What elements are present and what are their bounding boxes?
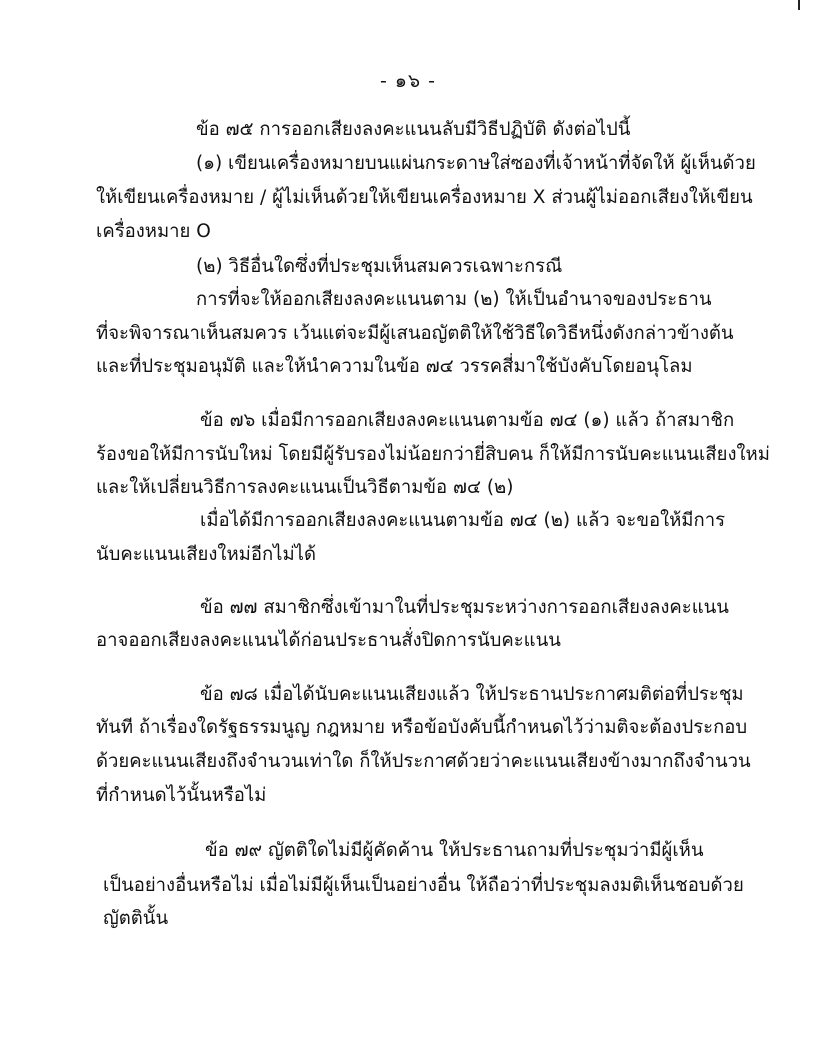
clause-79-cont-2: ญัตตินั้น xyxy=(103,908,169,929)
clause-75-item-1-cont-2: เครื่องหมาย O xyxy=(96,221,211,242)
clause-75-item-1: (๑) เขียนเครื่องหมายบนแผ่นกระดาษใส่ซองที่เจ้าหน้าที่จัดให้ ผู้เห็นด้วย xyxy=(196,153,756,174)
clause-75-item-2: (๒) วิธีอื่นใดซึ่งที่ประชุมเห็นสมควรเฉพาะกรณี xyxy=(196,256,563,277)
clause-75-para-cont-2: และที่ประชุมอนุมัติ และให้นำความในข้อ ๗๔ วรรคสี่มาใช้บังคับโดยอนุโลม xyxy=(96,356,693,377)
clause-76-cont-2: และให้เปลี่ยนวิธีการลงคะแนนเป็นวิธีตามข้อ ๗๔ (๒) xyxy=(96,477,514,498)
clause-76-para-cont: นับคะแนนเสียงใหม่อีกไม่ได้ xyxy=(96,544,316,565)
clause-78-heading: ข้อ ๗๘ เมื่อได้นับคะแนนเสียงแล้ว ให้ประธานประกาศมติต่อที่ประชุม xyxy=(200,684,744,705)
clause-76-cont: ร้องขอให้มีการนับใหม่ โดยมีผู้รับรองไม่น้อยกว่ายี่สิบคน ก็ให้มีการนับคะแนนเสียงใหม่ xyxy=(96,444,770,465)
clause-75-item-1-cont: ให้เขียนเครื่องหมาย / ผู้ไม่เห็นด้วยให้เขียนเครื่องหมาย X ส่วนผู้ไม่ออกเสียงให้เขียน xyxy=(96,187,753,208)
page-number: - ๑๖ - xyxy=(380,70,436,92)
clause-79-cont: เป็นอย่างอื่นหรือไม่ เมื่อไม่มีผู้เห็นเป็นอย่างอื่น ให้ถือว่าที่ประชุมลงมติเห็นชอบด้วย xyxy=(103,875,744,896)
clause-75-para: การที่จะให้ออกเสียงลงคะแนนตาม (๒) ให้เป็นอำนาจของประธาน xyxy=(196,289,712,310)
scan-edge-mark xyxy=(798,0,816,10)
clause-78-cont-2: ด้วยคะแนนเสียงถึงจำนวนเท่าใด ก็ให้ประกาศด้วยว่าคะแนนเสียงข้างมากถึงจำนวน xyxy=(96,751,751,772)
clause-78-cont-3: ที่กำหนดไว้นั้นหรือไม่ xyxy=(96,785,267,806)
clause-76-heading: ข้อ ๗๖ เมื่อมีการออกเสียงลงคะแนนตามข้อ ๗๔ (๑) แล้ว ถ้าสมาชิก xyxy=(200,410,735,431)
clause-77-heading: ข้อ ๗๗ สมาชิกซึ่งเข้ามาในที่ประชุมระหว่างการออกเสียงลงคะแนน xyxy=(200,597,729,618)
clause-76-para: เมื่อได้มีการออกเสียงลงคะแนนตามข้อ ๗๔ (๒) แล้ว จะขอให้มีการ xyxy=(200,510,726,531)
clause-75-heading: ข้อ ๗๕ การออกเสียงลงคะแนนลับมีวิธีปฏิบัติ ดังต่อไปนี้ xyxy=(196,119,631,140)
clause-75-para-cont: ที่จะพิจารณาเห็นสมควร เว้นแต่จะมีผู้เสนอญัตติให้ใช้วิธีใดวิธีหนึ่งดังกล่าวข้างต้น xyxy=(96,323,734,344)
clause-77-cont: อาจออกเสียงลงคะแนนได้ก่อนประธานสั่งปิดการนับคะแนน xyxy=(96,630,561,651)
clause-79-heading: ข้อ ๗๙ ญัตติใดไม่มีผู้คัดค้าน ให้ประธานถามที่ประชุมว่ามีผู้เห็น xyxy=(205,840,704,861)
clause-78-cont: ทันที ถ้าเรื่องใดรัฐธรรมนูญ กฎหมาย หรือข้อบังคับนี้กำหนดไว้ว่ามติจะต้องประกอบ xyxy=(96,717,748,738)
